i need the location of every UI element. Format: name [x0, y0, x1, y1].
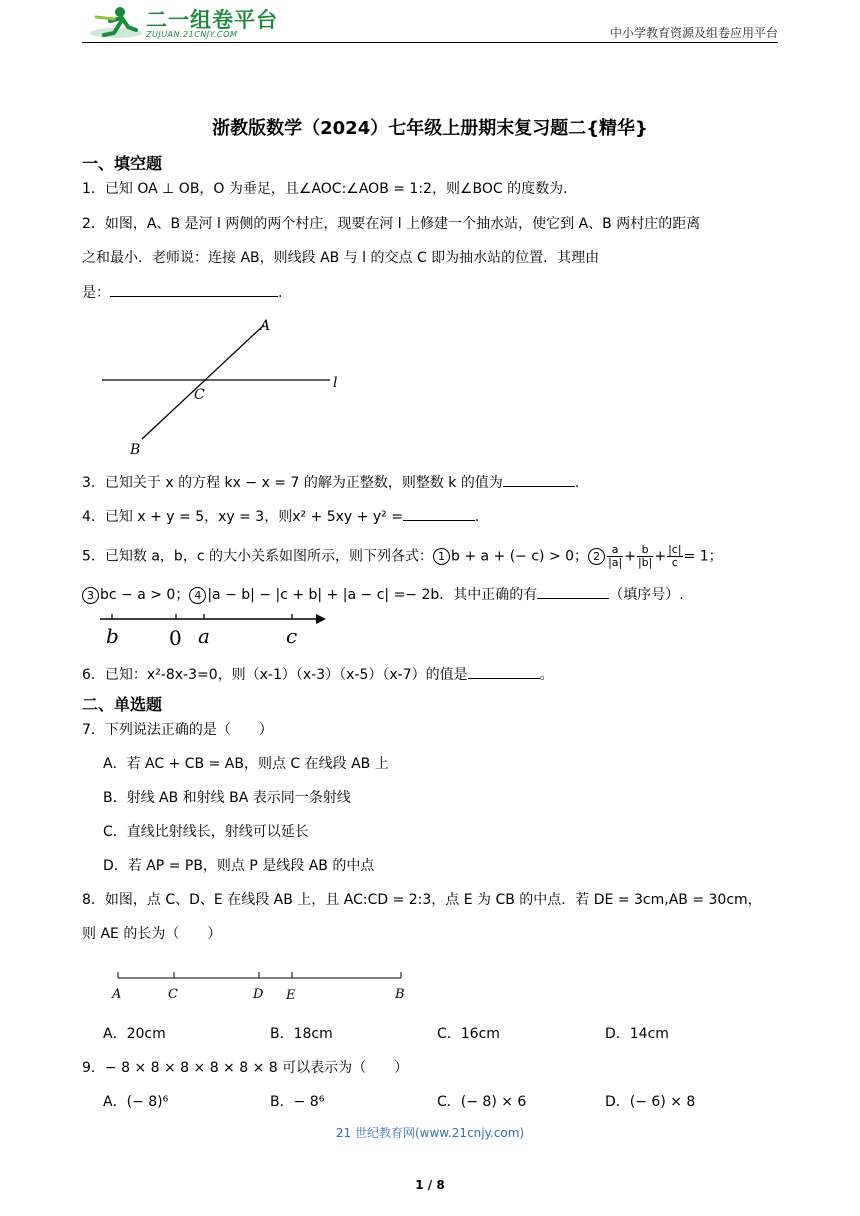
question-5-suffix: （填序号）.	[609, 587, 684, 603]
number-line-figure	[96, 607, 336, 653]
question-9-option-d[interactable]: D．(− 6) × 8	[605, 1094, 696, 1110]
question-9-stem: 9．− 8 × 8 × 8 × 8 × 8 × 8 可以表示为（ ）	[82, 1060, 409, 1076]
question-5-line-1: 5．已知数 a，b，c 的大小关系如图所示，则下列各式： 1 b + a + (− c) > 0； 2 $\frac{a}{|a|}$ + $\frac{b}{|b|}$ + $\frac{|c|}{c}$ = 1；	[82, 543, 723, 569]
circled-4: 4	[189, 587, 206, 604]
section-heading-fill-blank: 一、填空题	[82, 154, 163, 173]
question-8-line-2: 则 AE 的长为（ ）	[82, 926, 222, 942]
expr-3: bc − a > 0；	[100, 587, 190, 603]
fraction-abs-c-c: $\frac{|c|}{c}$	[668, 543, 682, 569]
question-5-text: 5．已知数 a，b，c 的大小关系如图所示，则下列各式：	[82, 548, 433, 565]
circled-1: 1	[433, 548, 450, 565]
question-2-line-2: 之和最小．老师说：连接 AB，则线段 AB 与 l 的交点 C 即为抽水站的位置．其理由	[82, 250, 600, 266]
segment-ab	[142, 325, 264, 439]
question-3-text: 3．已知关于 x 的方程 kx − x = 7 的解为正整数，则整数 k 的值为	[82, 475, 503, 491]
question-2-answer-prefix: 是：	[82, 285, 110, 301]
answer-blank[interactable]	[503, 472, 575, 487]
point-a-label: A	[112, 987, 122, 1002]
question-4-text: 4．已知 x + y = 5，xy = 3，则x² + 5xy + y² =	[82, 509, 403, 525]
question-7-option-c[interactable]: C．直线比射线长，射线可以延长	[103, 824, 309, 840]
expr-4: |a − b| − |c + b| + |a − c| =− 2b．其中正确的有	[207, 587, 538, 603]
question-6-suffix: 。	[539, 667, 554, 683]
question-5-line-2	[82, 584, 684, 605]
question-7-stem: 7．下列说法正确的是（ ）	[82, 722, 273, 738]
point-d-label: D	[253, 987, 264, 1002]
question-9-option-a[interactable]: A．(− 8)⁶	[103, 1094, 169, 1110]
label-a: A	[260, 318, 271, 334]
point-a-label: a	[198, 624, 210, 648]
point-b-label: b	[106, 624, 119, 648]
river-village-figure	[90, 315, 350, 460]
fraction-a-abs-a: $\frac{a}{|a|}$	[608, 543, 623, 569]
fraction-b-abs-b: $\frac{b}{|b|}$	[637, 543, 653, 569]
section-heading-single-choice: 二、单选题	[82, 695, 163, 714]
page-number: 1 / 8	[415, 1178, 445, 1192]
label-b: B	[130, 442, 141, 458]
point-c-label: c	[286, 624, 298, 648]
question-2-line-3	[82, 282, 282, 303]
question-7-option-a[interactable]: A．若 AC + CB = AB，则点 C 在线段 AB 上	[103, 756, 389, 772]
answer-blank[interactable]	[537, 584, 609, 599]
point-c-label: C	[168, 987, 178, 1002]
question-9-option-b[interactable]: B．− 8⁶	[270, 1094, 325, 1110]
circled-2: 2	[588, 548, 605, 565]
answer-blank[interactable]	[403, 506, 475, 521]
expr-1: b + a + (− c) > 0；	[450, 548, 589, 565]
question-1: 1．已知 OA ⊥ OB，O 为垂足，且∠AOC:∠AOB = 1:2，则∠BOC 的度数为.	[82, 181, 568, 197]
arrow-head-icon	[316, 614, 326, 624]
answer-blank[interactable]	[110, 282, 278, 297]
answer-blank[interactable]	[468, 664, 540, 679]
point-e-label: E	[286, 988, 296, 1003]
question-8-line-1: 8．如图，点 C、D、E 在线段 AB 上，且 AC:CD = 2:3，点 E 为 CB 的中点．若 DE = 3cm,AB = 30cm，	[82, 892, 762, 908]
question-9-option-c[interactable]: C．(− 8) × 6	[437, 1094, 527, 1110]
label-l: l	[333, 375, 338, 391]
document-title: 浙教版数学（2024）七年级上册期末复习题二{精华}	[212, 118, 648, 139]
logo-text: 二一组卷平台	[146, 8, 278, 32]
point-zero-label: 0	[169, 626, 182, 650]
logo-subtext: ZUJUAN.21CNJY.COM	[146, 30, 238, 39]
question-4-suffix: .	[474, 509, 480, 525]
segment-ab-figure	[108, 966, 413, 1004]
question-8-option-a[interactable]: A．20cm	[103, 1026, 166, 1042]
question-6	[82, 664, 554, 685]
question-8-option-b[interactable]: B．18cm	[270, 1026, 333, 1042]
question-2-answer-suffix: .	[278, 285, 283, 301]
question-3	[82, 472, 579, 493]
question-7-option-b[interactable]: B．射线 AB 和射线 BA 表示同一条射线	[103, 790, 351, 806]
question-4	[82, 506, 479, 527]
circled-3: 3	[82, 587, 99, 604]
point-b-label: B	[395, 987, 405, 1002]
question-7-option-d[interactable]: D．若 AP = PB，则点 P 是线段 AB 的中点	[103, 858, 375, 874]
footer-site-link[interactable]: 21 世纪教育网(www.21cnjy.com)	[335, 1126, 525, 1140]
question-2-line-1: 2．如图，A、B 是河 l 两侧的两个村庄，现要在河 l 上修建一个抽水站，使它到 A、B 两村庄的距离	[82, 216, 701, 232]
header-divider	[82, 42, 778, 43]
question-3-suffix: .	[574, 475, 580, 491]
question-8-option-d[interactable]: D．14cm	[605, 1026, 669, 1042]
header-site-name: 中小学教育资源及组卷应用平台	[609, 26, 778, 40]
expr-2-tail: = 1；	[683, 548, 723, 565]
label-c: C	[194, 387, 205, 403]
question-8-option-c[interactable]: C．16cm	[437, 1026, 500, 1042]
question-6-text: 6．已知：x²-8x-3=0，则（x-1）（x-3）（x-5）（x-7）的值是	[82, 667, 468, 683]
